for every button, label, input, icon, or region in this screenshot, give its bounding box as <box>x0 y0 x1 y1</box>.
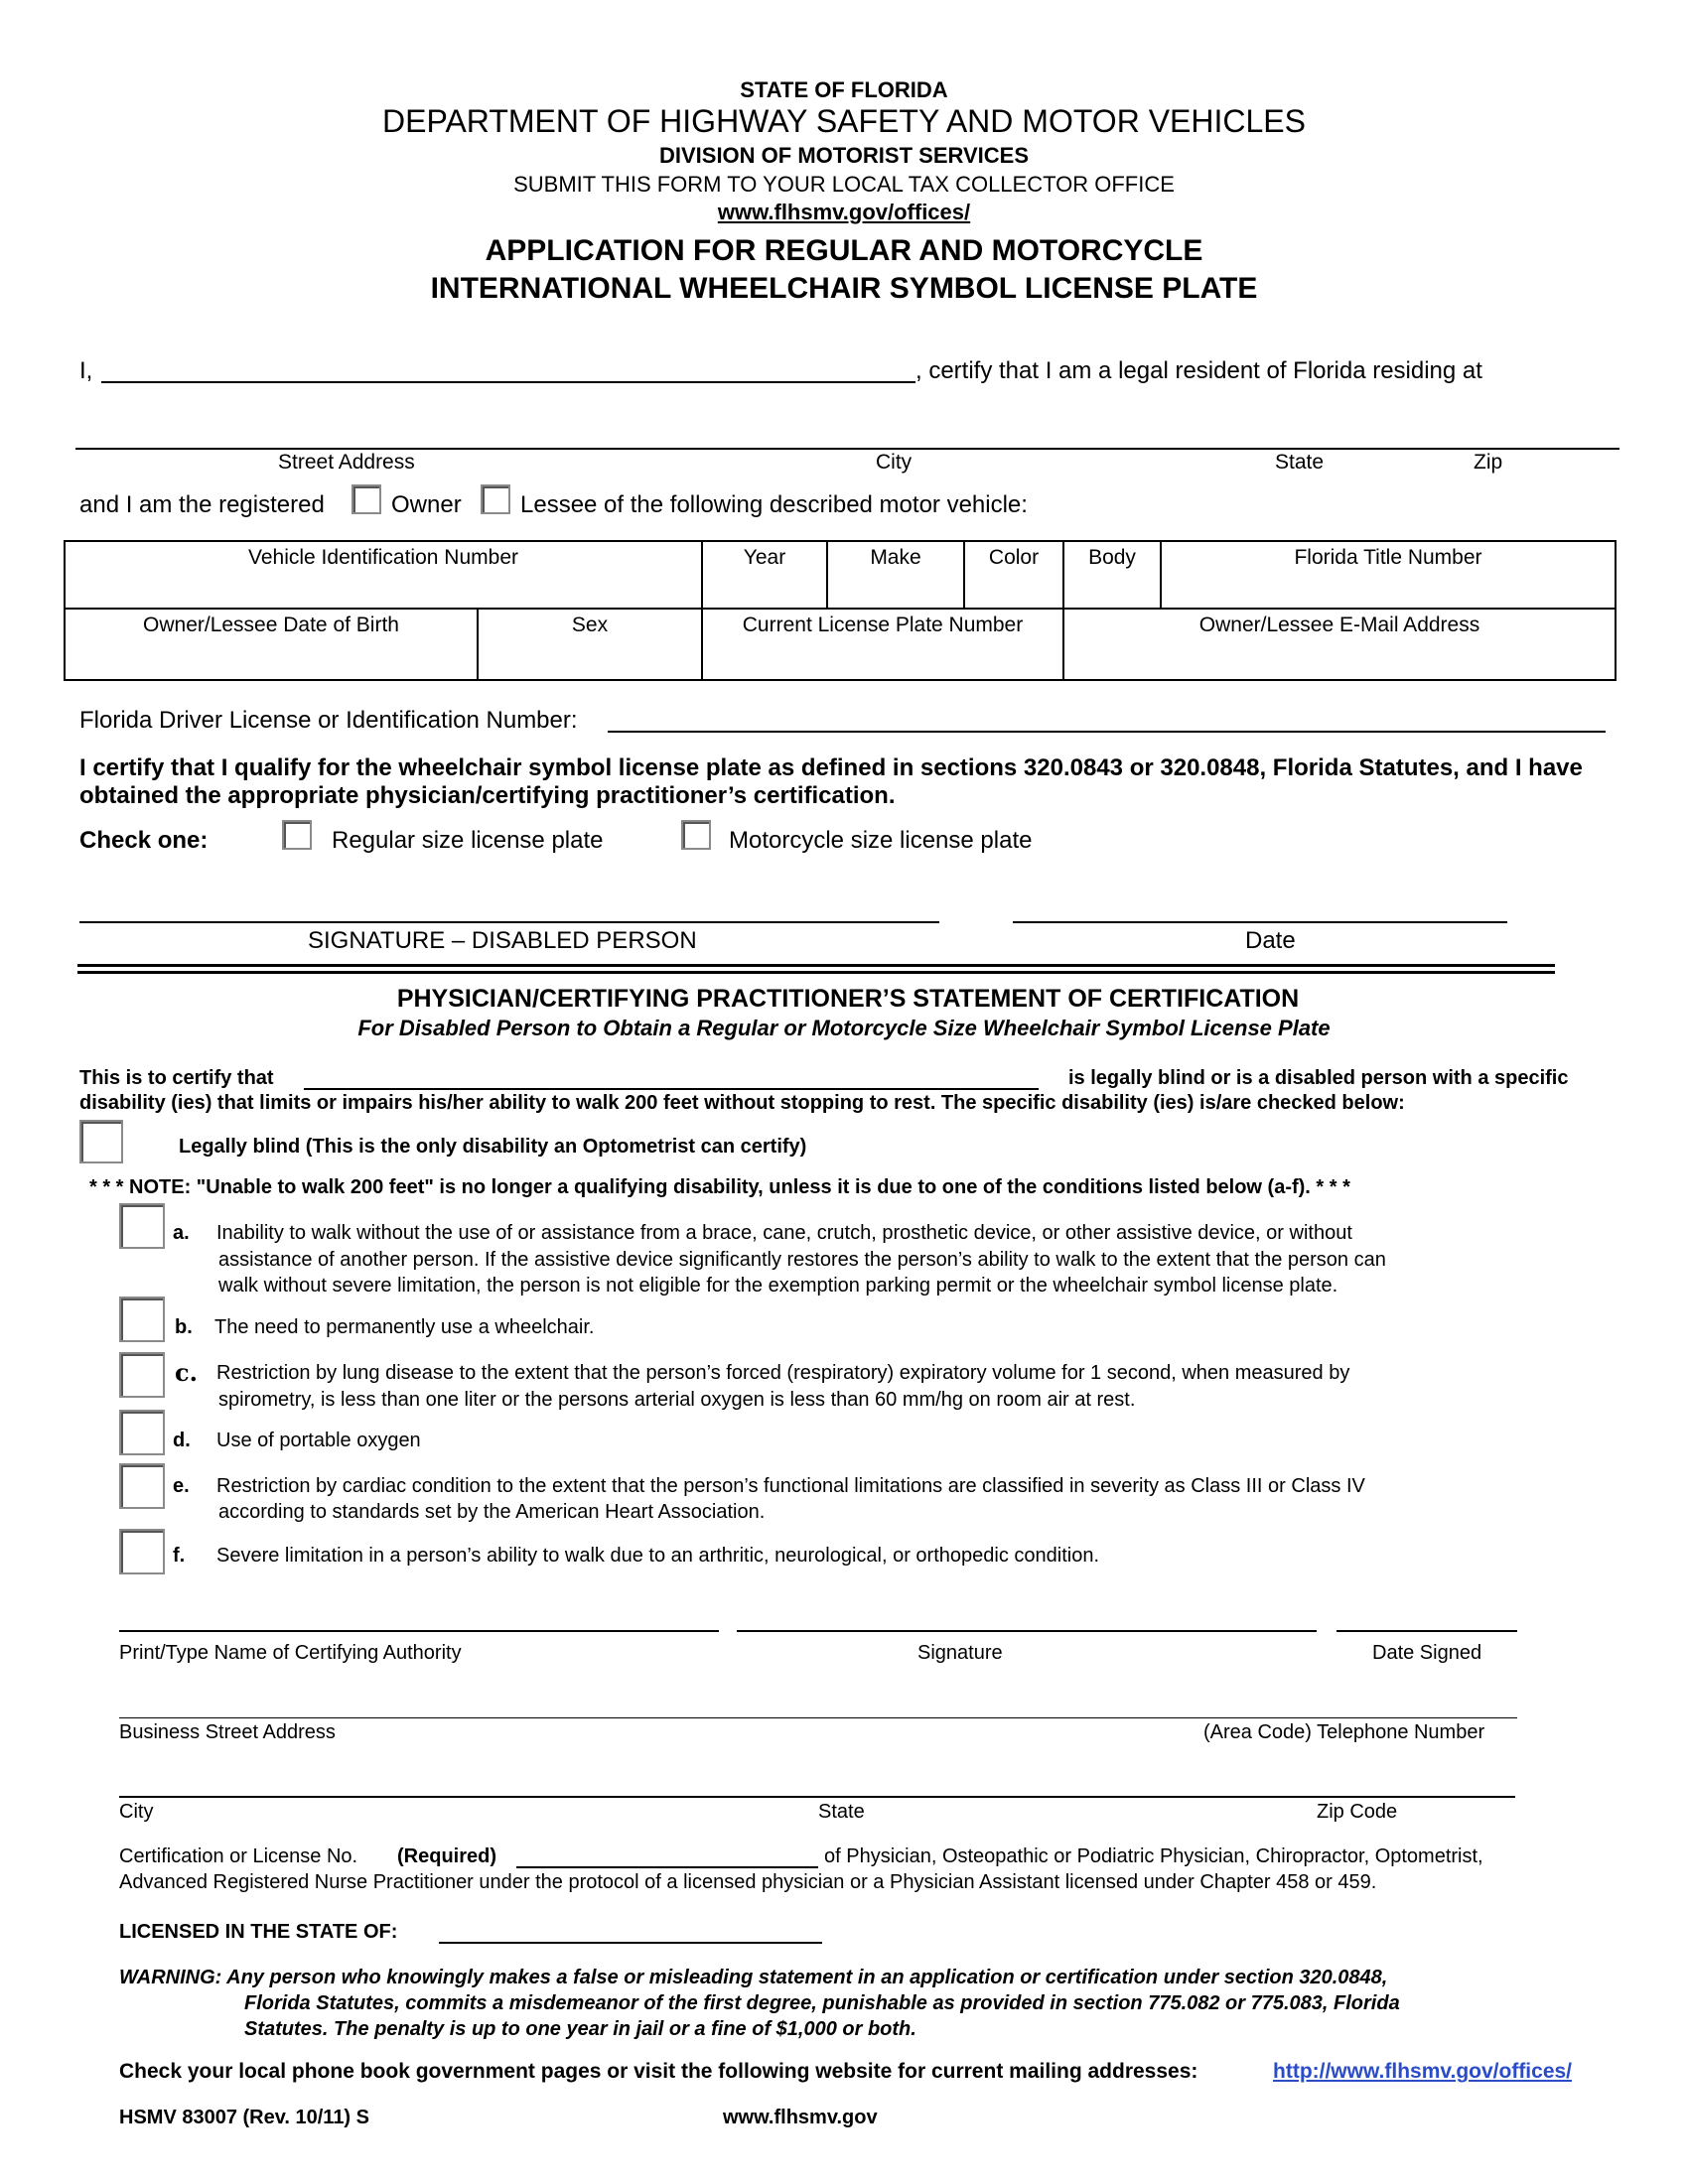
form-title-line2: INTERNATIONAL WHEELCHAIR SYMBOL LICENSE PLATE <box>430 272 1258 305</box>
patient-name-field[interactable] <box>304 1088 1039 1090</box>
vehicle-table <box>64 540 1617 681</box>
condition-b-line1: The need to permanently use a wheelchair. <box>214 1316 595 1338</box>
city-state-zip-field[interactable] <box>119 1796 1515 1798</box>
condition-c-line1: Restriction by lung disease to the extent that the person’s forced (respiratory) expiratory volume for 1 second, when measured by <box>216 1362 1350 1384</box>
state-label: State <box>1275 451 1325 474</box>
condition-c-checkbox[interactable] <box>119 1352 165 1398</box>
body-label: Body <box>1088 546 1136 569</box>
zip-label: Zip <box>1474 451 1503 474</box>
check-one-label: Check one: <box>79 827 209 854</box>
license-number-field[interactable] <box>516 1866 818 1868</box>
color-cell[interactable] <box>964 541 1063 609</box>
offices-url[interactable]: www.flhsmv.gov/offices/ <box>717 200 971 224</box>
condition-a-line2: assistance of another person. If the assistive device significantly restores the person’s ability to walk to the extent that the person can <box>218 1249 1386 1271</box>
certify-prefix: This is to certify that <box>79 1067 274 1089</box>
condition-c-line2: spirometry, is less than one liter or the persons arterial oxygen is less than 60 mm/hg on room air at rest. <box>218 1389 1136 1411</box>
date-signed-label: Date Signed <box>1372 1642 1482 1664</box>
legally-blind-label: Legally blind (This is the only disability an Optometrist can certify) <box>179 1136 807 1158</box>
certifier-date-field[interactable] <box>1336 1630 1517 1632</box>
physician-heading: PHYSICIAN/CERTIFYING PRACTITIONER’S STATEMENT OF CERTIFICATION <box>396 985 1300 1013</box>
divider-top <box>77 964 1555 967</box>
division-heading: DIVISION OF MOTORIST SERVICES <box>658 143 1030 168</box>
condition-e-line1: Restriction by cardiac condition to the extent that the person’s functional limitations are classified in severity as Class III or Class IV <box>216 1475 1365 1497</box>
state-heading: STATE OF FLORIDA <box>740 77 948 102</box>
condition-a-letter: a. <box>173 1222 190 1244</box>
dl-label: Florida Driver License or Identification Number: <box>79 707 578 734</box>
applicant-name-field[interactable] <box>101 381 915 383</box>
condition-f-line1: Severe limitation in a person’s ability to walk due to an arthritic, neurological, or orthopedic condition. <box>216 1545 1100 1567</box>
licensed-state-field[interactable] <box>439 1942 822 1944</box>
certifier-signature-field[interactable] <box>737 1630 1317 1632</box>
warning-line1: WARNING: Any person who knowingly makes a false or misleading statement in an application or certification under section 320.0848, <box>119 1967 1388 1988</box>
certifier-state-label: State <box>818 1801 865 1823</box>
condition-a-line3: walk without severe limitation, the person is not eligible for the exemption parking permit or the wheelchair symbol license plate. <box>218 1275 1338 1297</box>
sex-cell[interactable] <box>478 609 702 680</box>
condition-a-checkbox[interactable] <box>119 1203 165 1249</box>
license-suffix: of Physician, Osteopathic or Podiatric Physician, Chiropractor, Optometrist, <box>824 1845 1483 1867</box>
title-number-label: Florida Title Number <box>1294 546 1482 569</box>
condition-e-line2: according to standards set by the American Heart Association. <box>218 1501 766 1523</box>
license-line2: Advanced Registered Nurse Practitioner under the protocol of a licensed physician or a Physician Assistant licensed under Chapter 458 or 459. <box>119 1871 1377 1893</box>
certify-line2: disability (ies) that limits or impairs his/her ability to walk 200 feet without stopping to rest. The specific disability (ies) is/are checked below: <box>79 1092 1405 1114</box>
footer-check-text: Check your local phone book government pages or visit the following website for current mailing addresses: <box>119 2060 1198 2083</box>
certify-resident-text: , certify that I am a legal resident of Florida residing at <box>915 357 1482 384</box>
i-prefix: I, <box>79 357 93 384</box>
registered-text: and I am the registered <box>79 491 325 518</box>
warning-line3: Statutes. The penalty is up to one year in jail or a fine of $1,000 or both. <box>244 2018 916 2040</box>
vin-label: Vehicle Identification Number <box>248 546 518 569</box>
color-label: Color <box>988 546 1040 569</box>
year-label: Year <box>743 546 786 569</box>
license-required: (Required) <box>397 1845 496 1867</box>
body-cell[interactable] <box>1063 541 1161 609</box>
motorcycle-plate-label: Motorcycle size license plate <box>729 827 1033 854</box>
owner-label: Owner <box>391 491 462 518</box>
date-label: Date <box>1245 927 1296 954</box>
condition-d-line1: Use of portable oxygen <box>216 1430 421 1451</box>
note-text: * * * NOTE: "Unable to walk 200 feet" is no longer a qualifying disability, unless it is due to one of the conditions listed below (a-f). * * * <box>89 1176 1350 1198</box>
condition-d-letter: d. <box>173 1430 191 1451</box>
vin-cell[interactable] <box>65 541 702 609</box>
condition-c-letter: c. <box>175 1358 198 1387</box>
form-number: HSMV 83007 (Rev. 10/11) S <box>119 2107 369 2128</box>
dl-number-field[interactable] <box>608 731 1606 733</box>
condition-e-checkbox[interactable] <box>119 1463 165 1509</box>
print-name-label: Print/Type Name of Certifying Authority <box>119 1642 462 1664</box>
certifier-zip-label: Zip Code <box>1317 1801 1398 1823</box>
business-address-label: Business Street Address <box>119 1721 336 1743</box>
condition-b-checkbox[interactable] <box>119 1297 165 1342</box>
email-label: Owner/Lessee E-Mail Address <box>1198 614 1480 636</box>
sex-label: Sex <box>571 614 609 636</box>
telephone-label: (Area Code) Telephone Number <box>1203 1721 1485 1743</box>
applicant-signature-field[interactable] <box>79 921 939 923</box>
legally-blind-checkbox[interactable] <box>79 1120 123 1163</box>
title-number-cell[interactable] <box>1161 541 1616 609</box>
qualify-statement: I certify that I qualify for the wheelchair symbol license plate as defined in sections 320.0843 or 320.0848, Florida Statutes, and I have obtained the appropriate physician/certifying practitioner’s certification. <box>79 754 1583 809</box>
dob-label: Owner/Lessee Date of Birth <box>143 614 399 636</box>
physician-subheading: For Disabled Person to Obtain a Regular or Motorcycle Size Wheelchair Symbol License Plate <box>357 1016 1331 1040</box>
owner-checkbox[interactable] <box>352 484 381 514</box>
offices-link[interactable]: http://www.flhsmv.gov/offices/ <box>1273 2060 1573 2083</box>
condition-f-letter: f. <box>173 1545 186 1567</box>
applicant-date-field[interactable] <box>1013 921 1507 923</box>
dob-cell[interactable] <box>65 609 478 680</box>
plate-cell[interactable] <box>702 609 1063 680</box>
year-cell[interactable] <box>702 541 827 609</box>
business-address-field[interactable] <box>119 1717 1517 1718</box>
street-address-label: Street Address <box>278 451 415 474</box>
certifier-signature-label: Signature <box>917 1642 1003 1664</box>
make-cell[interactable] <box>827 541 964 609</box>
condition-b-letter: b. <box>175 1316 193 1338</box>
regular-plate-label: Regular size license plate <box>332 827 604 854</box>
city-label: City <box>876 451 913 474</box>
make-label: Make <box>870 546 921 569</box>
certifier-name-field[interactable] <box>119 1630 719 1632</box>
license-prefix: Certification or License No. <box>119 1845 358 1867</box>
submit-instruction: SUBMIT THIS FORM TO YOUR LOCAL TAX COLLECTOR OFFICE <box>513 172 1175 197</box>
email-cell[interactable] <box>1063 609 1616 680</box>
condition-d-checkbox[interactable] <box>119 1410 165 1455</box>
plate-label: Current License Plate Number <box>742 614 1024 636</box>
licensed-state-label: LICENSED IN THE STATE OF: <box>119 1921 398 1943</box>
lessee-checkbox[interactable] <box>481 484 510 514</box>
motorcycle-plate-checkbox[interactable] <box>681 820 711 850</box>
footer-website: www.flhsmv.gov <box>723 2107 878 2128</box>
condition-e-letter: e. <box>173 1475 190 1497</box>
signature-label: SIGNATURE – DISABLED PERSON <box>308 927 697 954</box>
form-title-line1: APPLICATION FOR REGULAR AND MOTORCYCLE <box>485 234 1203 267</box>
department-heading: DEPARTMENT OF HIGHWAY SAFETY AND MOTOR VEHICLES <box>382 103 1306 139</box>
condition-f-checkbox[interactable] <box>119 1529 165 1574</box>
condition-a-line1: Inability to walk without the use of or assistance from a brace, cane, crutch, prosthetic device, or other assistive device, or without <box>216 1222 1352 1244</box>
lessee-label: Lessee of the following described motor vehicle: <box>520 491 1028 518</box>
warning-line2: Florida Statutes, commits a misdemeanor of the first degree, punishable as provided in section 775.082 or 775.083, Florida <box>244 1992 1400 2014</box>
certifier-city-label: City <box>119 1801 154 1823</box>
divider-bottom <box>77 971 1555 974</box>
regular-plate-checkbox[interactable] <box>282 820 312 850</box>
certify-suffix: is legally blind or is a disabled person with a specific <box>1068 1067 1569 1089</box>
address-field[interactable] <box>75 448 1619 450</box>
